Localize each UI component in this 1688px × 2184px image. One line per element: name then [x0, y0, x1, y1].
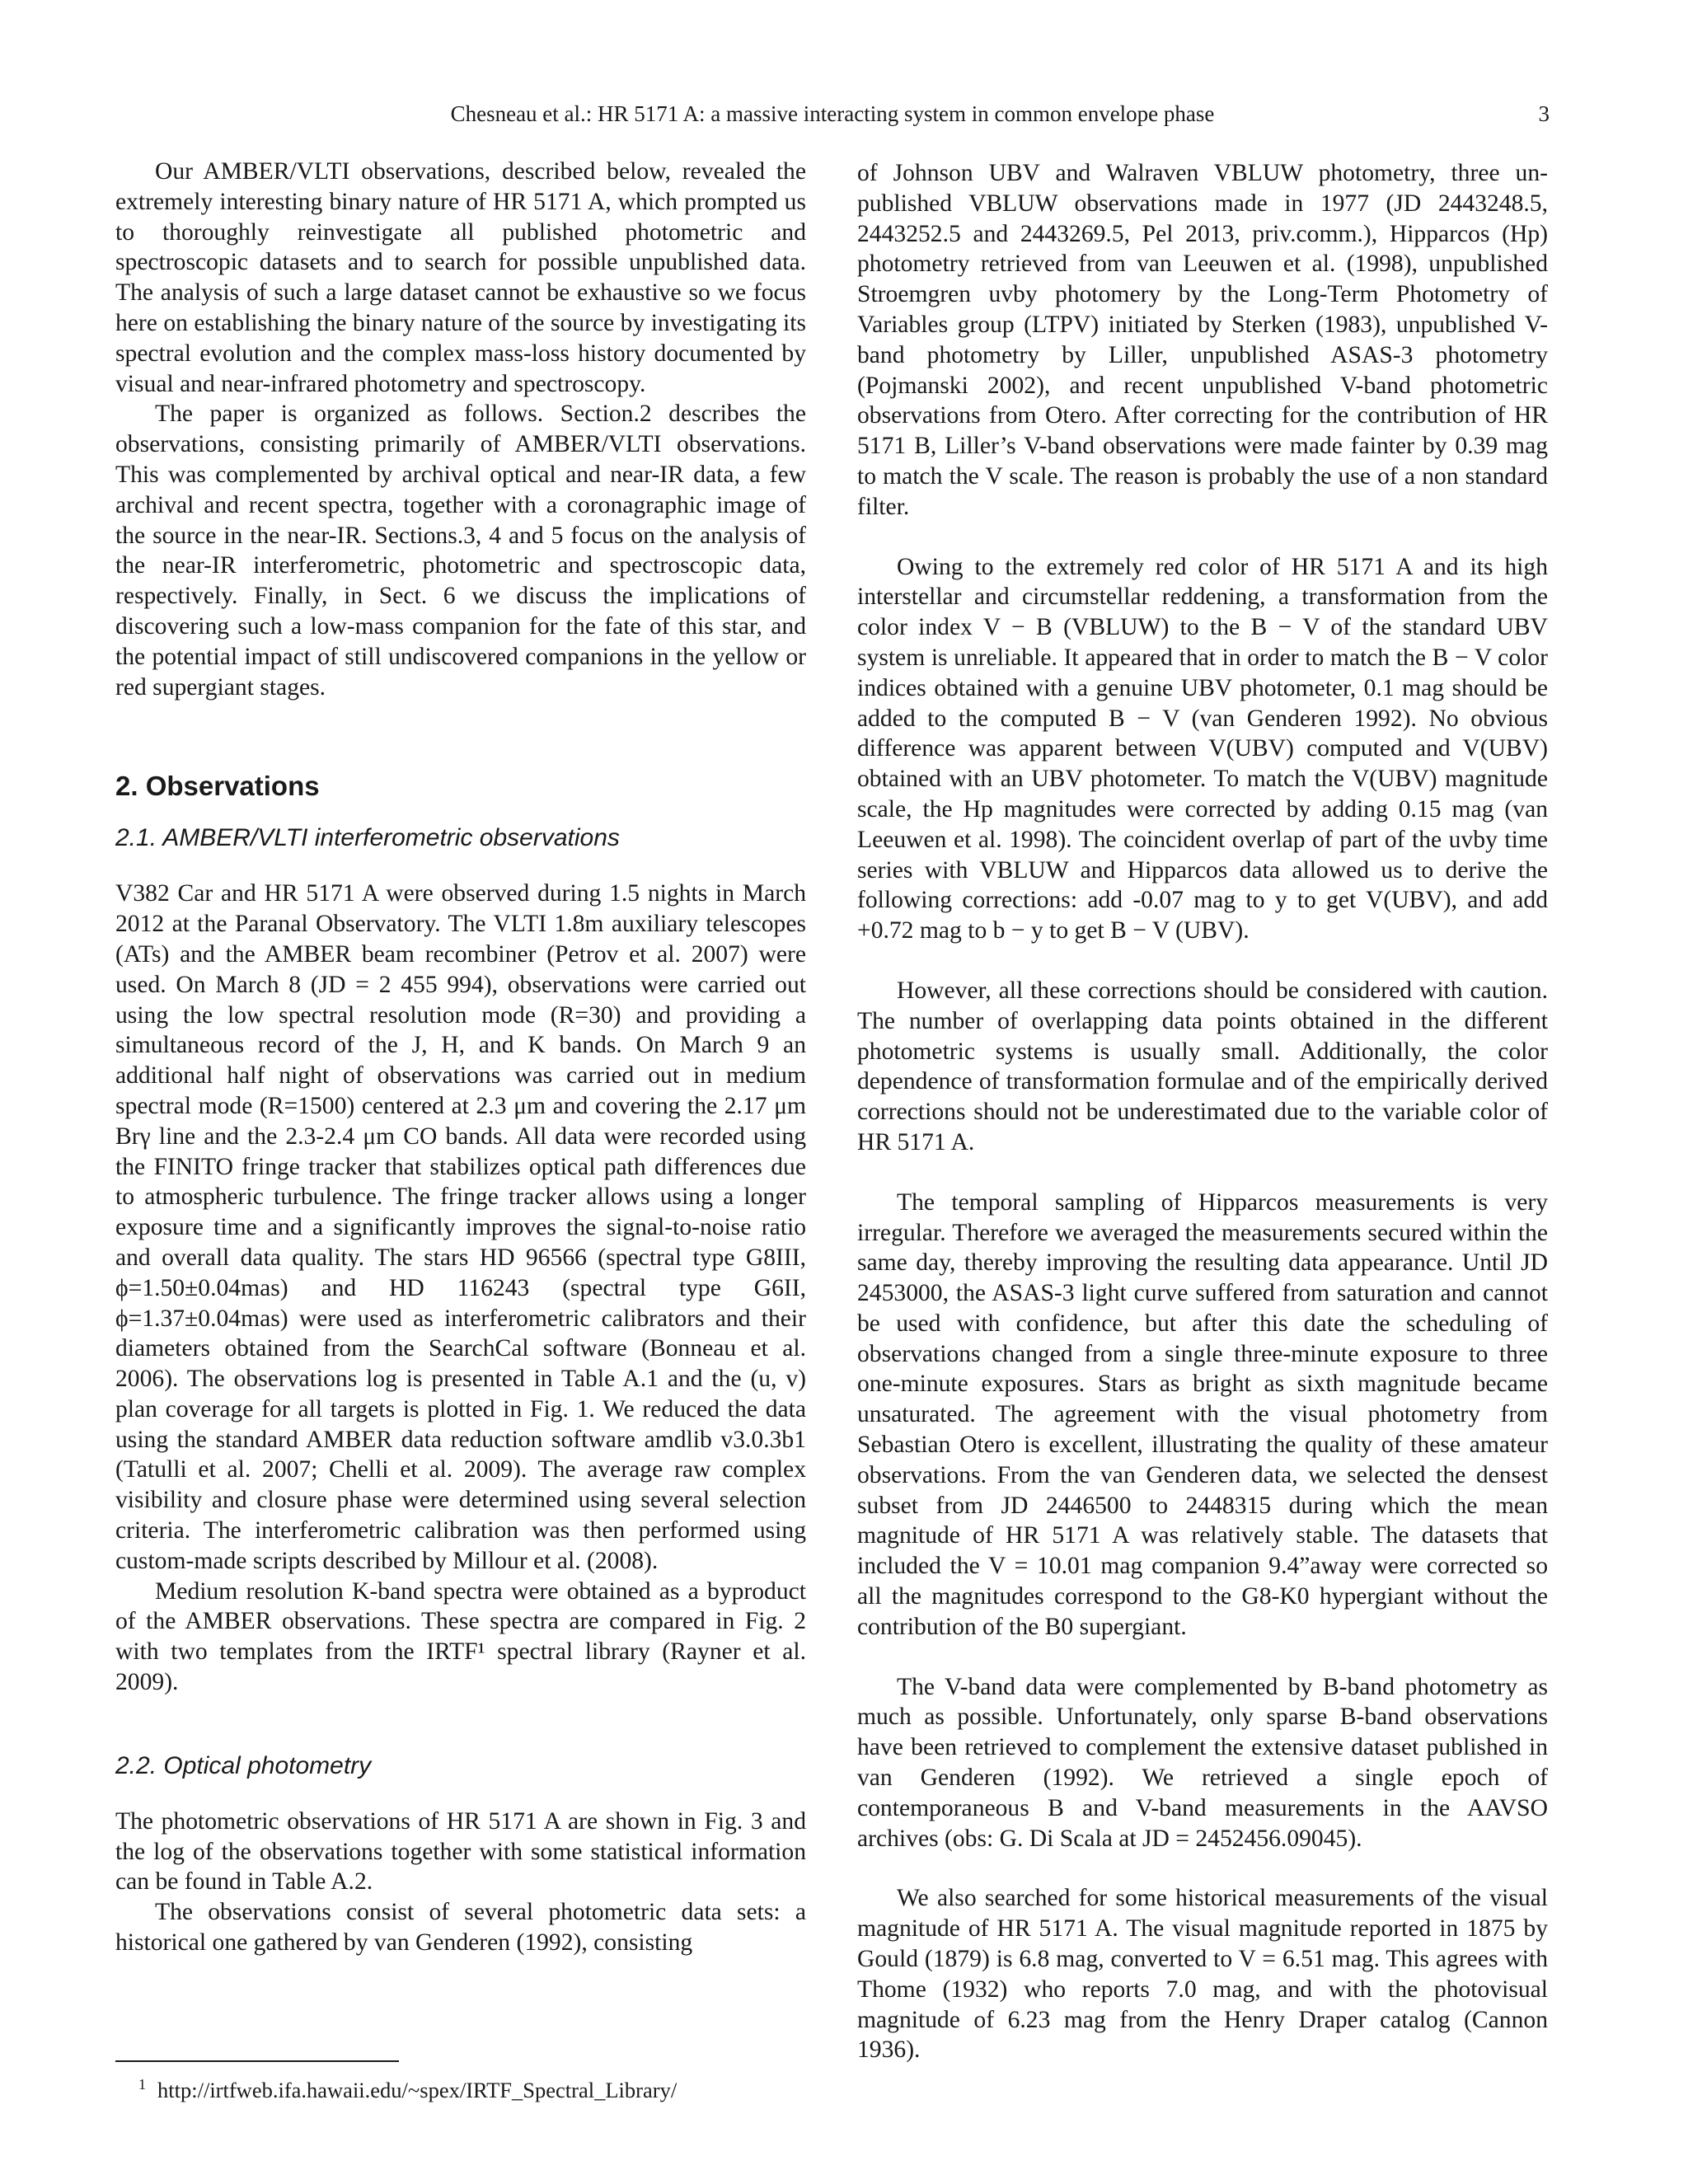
footnote-marker: 1: [138, 2076, 146, 2093]
right-paragraph-1: of Johnson UBV and Walraven VBLUW photometry, three unpublished VBLUW observations made in 1977 (JD 2443248.5, 2443252.5 and 2443269.5, Pel 2013, priv.comm.), Hipparcos (Hp) photometry retrieved from van Leeuwen et al. (1998), unpublished Stroemgren uvby photomery by the Long-Term Photometry of Variables group (LTPV) initiated by Sterken (1983), unpublished V-band photometry by Liller, unpublished ASAS-3 photometry (Pojmanski 2002), and recent unpublished V-band photometric observations from Otero. After correcting for the contribution of HR 5171 B, Liller’s V-band observations were made fainter by 0.39 mag to match the V scale. The reason is probably the use of a non standard filter.: [857, 160, 1548, 520]
photometry-paragraph-1: The photometric observations of HR 5171 A are shown in Fig. 3 and the log of the observations together with some statistical information can be found in Table A.2.: [115, 1807, 806, 1896]
running-head: [115, 97, 1550, 130]
right-paragraph-6: We also searched for some historical measurements of the visual magnitude of HR 5171 A. The visual magnitude reported in 1875 by Gould (1879) is 6.8 mag, converted to V = 6.51 mag. This agrees with Thome (1932) who reports 7.0 mag, and with the photovisual magnitude of 6.23 mag from the Henry Draper catalog (Cannon 1936).: [857, 1885, 1548, 2064]
footnote-rule: [115, 2060, 399, 2062]
intro-paragraph-1: Our AMBER/VLTI observations, described below, revealed the extremely interesting binary nature of HR 5171 A, which prompted us to thoroughly reinvestigate all published photometric and spectroscopic datasets and to search for possible unpublished data. The analysis of such a large dataset cannot be exhaustive so we focus here on establishing the binary nature of the source by investigating its spectral evolution and the complex mass-loss history documented by visual and near-infrared photometry and spectroscopy.: [115, 158, 806, 397]
right-paragraph-3: However, all these corrections should be considered with caution. The number of overlapping data points obtained in the different photometric systems is usually small. Additionally, the color dependence of transformation formulae and of the empirically derived corrections should not be underestimated due to the variable color of HR 5171 A.: [857, 977, 1548, 1155]
right-column: [857, 158, 1548, 2065]
right-paragraph-2: Owing to the extremely red color of HR 5171 A and its high interstellar and circumstellar reddening, a transformation from the color index V − B (VBLUW) to the B − V of the standard UBV system is unreliable. It appeared that in order to match the B − V color indices obtained with a genuine UBV photometer, 0.1 mag should be added to the computed B − V (van Genderen 1992). No obvious difference was apparent between V(UBV) computed and V(UBV) obtained with an UBV photometer. To match the V(UBV) magnitude scale, the Hp magnitudes were corrected by adding 0.15 mag (van Leeuwen et al. 1998). The coincident overlap of part of the uvby time series with VBLUW and Hipparcos data allowed us to derive the following corrections: add -0.07 mag to y to get V(UBV), and add +0.72 mag to b − y to get B − V (UBV).: [857, 553, 1548, 944]
subsection-heading-amber-vlti: 2.1. AMBER/VLTI interferometric observations: [115, 824, 620, 852]
left-column: [115, 157, 806, 1958]
footnote: [138, 2070, 806, 2104]
right-paragraph-4: The temporal sampling of Hipparcos measurements is very irregular. Therefore we averaged the measurements secured within the same day, thereby improving the resulting data appearance. Until JD 2453000, the ASAS-3 light curve suffered from saturation and cannot be used with confidence, but after this date the scheduling of observations changed from a single three-minute exposure to three one-minute exposures. Stars as bright as sixth magnitude became unsaturated. The agreement with the visual photometry from Sebastian Otero is excellent, illustrating the quality of these amateur observations. From the van Genderen data, we selected the densest subset from JD 2446500 to 2448315 during which the mean magnitude of HR 5171 A was relatively stable. The datasets that included the V = 10.01 mag companion 9.4”away were corrected so all the magnitudes correspond to the G8-K0 hypergiant without the contribution of the B0 supergiant.: [857, 1188, 1548, 1640]
photometry-paragraph-2: The observations consist of several photometric data sets: a historical one gathered by van Genderen (1992), consisting: [115, 1899, 806, 1957]
intro-paragraph-2: The paper is organized as follows. Section.2 describes the observations, consisting primarily of AMBER/VLTI observations. This was complemented by archival optical and near-IR data, a few archival and recent spectra, together with a coronagraphic image of the source in the near-IR. Sections.3, 4 and 5 focus on the analysis of the near-IR interferometric, photometric and spectroscopic data, respectively. Finally, in Sect. 6 we discuss the implications of discovering such a low-mass companion for the fate of this star, and the potential impact of still undiscovered companions in the yellow or red supergiant stages.: [115, 401, 806, 701]
right-paragraph-5: The V-band data were complemented by B-band photometry as much as possible. Unfortunately, only sparse B-band observations have been retrieved to complement the extensive dataset published in van Genderen (1992). We retrieved a single epoch of contemporaneous B and V-band measurements in the AAVSO archives (obs: G. Di Scala at JD = 2452456.09045).: [857, 1673, 1548, 1852]
amber-paragraph-1: V382 Car and HR 5171 A were observed during 1.5 nights in March 2012 at the Paranal Observatory. The VLTI 1.8m auxiliary telescopes (ATs) and the AMBER beam recombiner (Petrov et al. 2007) were used. On March 8 (JD = 2 455 994), observations were carried out using the low spectral resolution mode (R=30) and providing a simultaneous record of the J, H, and K bands. On March 9 an additional half night of observations was carried out in medium spectral mode (R=1500) centered at 2.3 μm and covering the 2.17 μm Brγ line and the 2.3-2.4 μm CO bands. All data were recorded using the FINITO fringe tracker that stabilizes optical path differences due to atmospheric turbulence. The fringe tracker allows using a longer exposure time and a significantly improves the signal-to-noise ratio and overall data quality. The stars HD 96566 (spectral type G8III, ϕ=1.50±0.04mas) and HD 116243 (spectral type G6II, ϕ=1.37±0.04mas) were used as interferometric calibrators and their diameters obtained from the SearchCal software (Bonneau et al. 2006). The observations log is presented in Table A.1 and the (u, v) plan coverage for all targets is plotted in Fig. 1. We reduced the data using the standard AMBER data reduction software amdlib v3.0.3b1 (Tatulli et al. 2007; Chelli et al. 2009). The average raw complex visibility and closure phase were determined using several selection criteria. The interferometric calibration was then performed using custom-made scripts described by Millour et al. (2008).: [115, 880, 806, 1574]
running-title: Chesneau et al.: HR 5171 A: a massive interacting system in common envelope phase: [450, 101, 1215, 126]
page-number: 3: [1538, 101, 1550, 126]
amber-paragraph-2: Medium resolution K-band spectra were obtained as a byproduct of the AMBER observations. These spectra are compared in Fig. 2 with two templates from the IRTF¹ spectral library (Rayner et al. 2009).: [115, 1577, 806, 1696]
section-heading-observations: 2. Observations: [115, 771, 320, 802]
footnote-link[interactable]: http://irtfweb.ifa.hawaii.edu/~spex/IRTF_Spectral_Library/: [157, 2077, 678, 2102]
subsection-heading-optical-photometry: 2.2. Optical photometry: [115, 1751, 372, 1779]
